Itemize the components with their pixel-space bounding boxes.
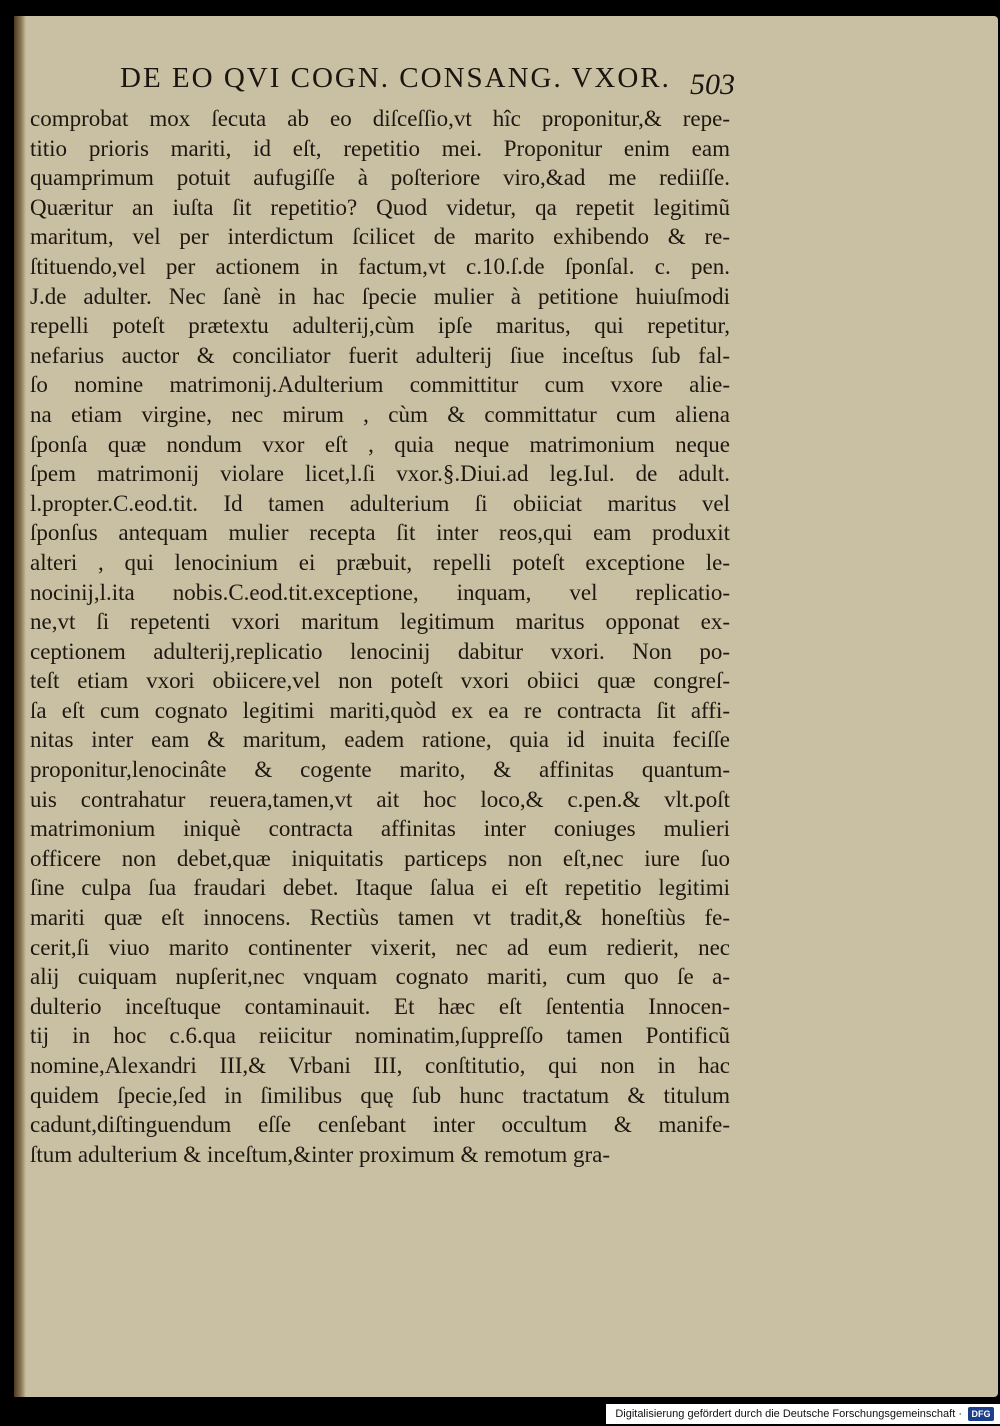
text-line: nitas inter eam & maritum, eadem ratione, quia id inuita feciſſe [30,727,730,753]
text-line: maritum, vel per interdictum ſcilicet de marito exhibendo & re- [30,224,730,250]
text-line: quamprimum potuit aufugiſſe à poſteriore viro,&ad me rediiſſe. [30,165,730,191]
page-spine-shadow [14,16,26,1397]
text-line: alteri , qui lenocinium ei præbuit, repelli poteſt exceptione le- [30,549,730,575]
text-line: ſpem matrimonij violare licet,l.ſi vxor.§.Diui.ad leg.Iul. de adult. [30,461,730,487]
text-line: alij cuiquam nupſerit,nec vnquam cognato mariti, cum quo ſe a- [30,964,730,990]
text-line: cadunt,diſtinguendum eſſe cenſebant inter occultum & manife- [30,1112,730,1138]
text-line: proponitur,lenocinâte & cogente marito, & affinitas quantum- [30,757,730,783]
text-line: teſt etiam vxori obiicere,vel non poteſt vxori obiici quæ congreſ- [30,668,730,694]
dfg-logo-icon: DFG [968,1407,994,1421]
text-line: nomine,Alexandri III,& Vrbani III, conſtitutio, qui non in hac [30,1053,730,1078]
text-line: l.propter.C.eod.tit. Id tamen adulterium ſi obiiciat maritus vel [30,490,730,516]
digitization-footer [606,1404,1000,1424]
page-number: 503 [690,68,735,101]
text-line: officere non debet,quæ iniquitatis particeps non eſt,nec iure ſuo [30,845,730,871]
text-line: ſtituendo,vel per actionem in factum,vt c.10.ſ.de ſponſal. c. pen. [30,253,730,279]
text-line: ſo nomine matrimonij.Adulterium committitur cum vxore alie- [30,372,730,398]
text-line: ne,vt ſi repetenti vxori maritum legitimum maritus opponat ex- [30,609,730,635]
text-line: tij in hoc c.6.qua reiicitur nominatim,ſuppreſſo tamen Pontificũ [30,1023,730,1049]
text-line: cerit,ſi viuo marito continenter vixerit, nec ad eum redierit, nec [30,934,730,960]
text-line: matrimonium iniquè contracta affinitas inter coniuges mulieri [30,816,730,842]
text-line: Quæritur an iuſta ſit repetitio? Quod videtur, qa repetit legitimũ [30,194,730,220]
text-line: uis contrahatur reuera,tamen,vt ait hoc loco,& c.pen.& vlt.poſt [30,786,730,812]
text-line: nocinij,l.ita nobis.C.eod.tit.exceptione, inquam, vel replicatio- [30,579,730,605]
text-line: ſponſus antequam mulier recepta ſit inter reos,qui eam produxit [30,520,730,546]
footer-credit: Digitalisierung gefördert durch die Deutsche Forschungsgemeinschaft · [615,1408,962,1420]
text-line: comprobat mox ſecuta ab eo diſceſſio,vt hîc proponitur,& repe- [30,106,730,131]
text-line: dulterio inceſtuque contaminauit. Et hæc eſt ſententia Innocen- [30,993,730,1019]
text-line: ceptionem adulterij,replicatio lenocinij dabitur vxori. Non po- [30,638,730,664]
text-line: titio prioris mariti, id eſt, repetitio mei. Proponitur enim eam [30,135,730,161]
text-line: quidem ſpecie,ſed in ſimilibus quę ſub hunc tractatum & titulum [30,1082,730,1108]
text-line: J.de adulter. Nec ſanè in hac ſpecie mulier à petitione huiuſmodi [30,283,730,309]
body-text [30,104,730,1169]
text-line: na etiam virgine, nec mirum , cùm & committatur cum aliena [30,401,730,427]
text-line: ſine culpa ſua fraudari debet. Itaque ſalua ei eſt repetitio legitimi [30,875,730,901]
text-line: mariti quæ eſt innocens. Rectiùs tamen vt tradit,& honeſtiùs fe- [30,905,730,931]
text-line: ſtum adulterium & inceſtum,&inter proximum & remotum gra- [30,1141,610,1167]
running-head: DE EO QVI COGN. CONSANG. VXOR. [120,62,671,94]
text-line: nefarius auctor & conciliator fuerit adulterij ſiue inceſtus ſub fal- [30,342,730,368]
text-line: ſa eſt cum cognato legitimi mariti,quòd ex ea re contracta ſit affi- [30,697,730,723]
text-line: ſponſa quæ nondum vxor eſt , quia neque matrimonium neque [30,431,730,457]
text-line: repelli poteſt prætextu adulterij,cùm ipſe maritus, qui repetitur, [30,313,730,339]
